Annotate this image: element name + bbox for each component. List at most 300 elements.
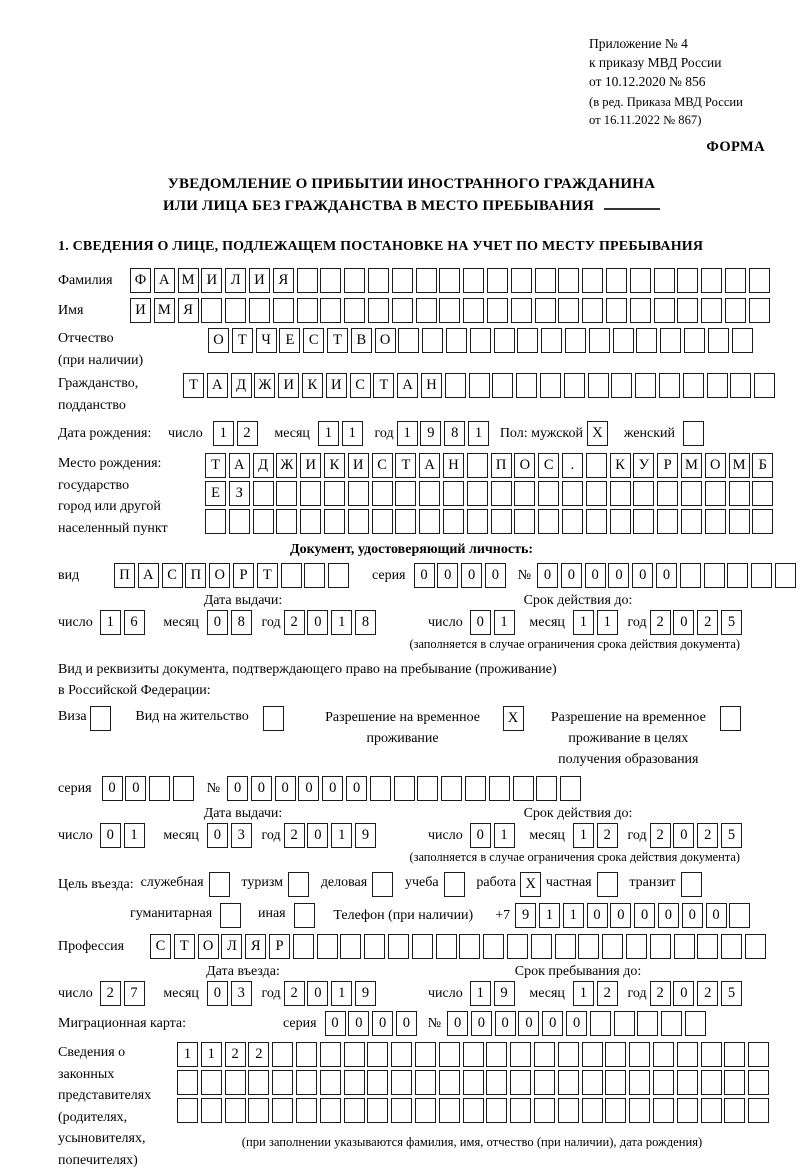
char-box[interactable]: 9 [355,981,376,1006]
char-box[interactable] [562,509,583,534]
char-box[interactable]: О [705,453,726,478]
res-valid-month-field[interactable] [573,823,621,848]
char-box[interactable]: О [514,453,535,478]
char-box[interactable] [730,373,751,398]
char-box[interactable] [220,903,241,928]
char-box[interactable]: Т [174,934,195,959]
char-box[interactable]: 6 [124,610,145,635]
char-box[interactable] [560,776,581,801]
char-box[interactable] [659,373,680,398]
char-box[interactable] [683,373,704,398]
birth-month-field[interactable] [318,421,366,446]
char-box[interactable] [391,1070,412,1095]
char-box[interactable]: И [326,373,347,398]
char-box[interactable] [276,481,297,506]
char-box[interactable]: Р [657,453,678,478]
char-box[interactable] [177,1070,198,1095]
doc-valid-year-field[interactable] [650,610,745,635]
char-box[interactable]: З [229,481,250,506]
char-box[interactable] [514,509,535,534]
char-box[interactable]: 0 [307,823,328,848]
char-box[interactable]: 2 [284,610,305,635]
char-box[interactable] [729,903,750,928]
char-box[interactable] [725,268,746,293]
char-box[interactable] [263,706,284,731]
char-box[interactable]: Ж [276,453,297,478]
char-box[interactable]: 1 [124,823,145,848]
char-box[interactable] [296,1098,317,1123]
char-box[interactable] [657,509,678,534]
char-box[interactable]: 0 [207,823,228,848]
birth-place-field-line3[interactable] [205,509,776,534]
char-box[interactable] [582,1070,603,1095]
char-box[interactable]: Ф [130,268,151,293]
char-box[interactable]: Н [443,453,464,478]
char-box[interactable]: Т [395,453,416,478]
entry-year-field[interactable] [284,981,379,1006]
doc-number-field[interactable] [537,563,799,588]
char-box[interactable] [589,328,610,353]
char-box[interactable] [320,298,341,323]
char-box[interactable]: 0 [673,823,694,848]
char-box[interactable] [681,481,702,506]
char-box[interactable]: 9 [515,903,536,928]
char-box[interactable]: 1 [573,981,594,1006]
char-box[interactable] [751,563,772,588]
char-box[interactable]: 0 [102,776,123,801]
char-box[interactable] [633,481,654,506]
char-box[interactable] [588,373,609,398]
char-box[interactable] [677,298,698,323]
char-box[interactable]: 1 [331,823,352,848]
char-box[interactable]: М [681,453,702,478]
char-box[interactable]: 0 [673,610,694,635]
char-box[interactable]: 3 [231,823,252,848]
purpose-study-checkbox[interactable] [444,872,468,897]
char-box[interactable] [606,298,627,323]
char-box[interactable] [701,1070,722,1095]
char-box[interactable] [590,1011,611,1036]
char-box[interactable] [701,1042,722,1067]
given-name-field[interactable] [130,298,773,323]
char-box[interactable] [684,328,705,353]
char-box[interactable] [300,481,321,506]
char-box[interactable] [344,1042,365,1067]
char-box[interactable] [511,268,532,293]
char-box[interactable]: Я [178,298,199,323]
char-box[interactable]: 0 [656,563,677,588]
char-box[interactable] [674,934,695,959]
char-box[interactable] [586,453,607,478]
char-box[interactable] [177,1098,198,1123]
char-box[interactable]: 1 [494,610,515,635]
char-box[interactable]: Д [231,373,252,398]
char-box[interactable] [605,1098,626,1123]
purpose-other-checkbox[interactable] [294,903,318,928]
char-box[interactable]: Л [221,934,242,959]
char-box[interactable] [535,298,556,323]
char-box[interactable]: 0 [251,776,272,801]
char-box[interactable]: К [610,453,631,478]
patronymic-field[interactable] [208,328,755,353]
char-box[interactable] [605,1042,626,1067]
char-box[interactable]: Р [269,934,290,959]
char-box[interactable] [582,1042,603,1067]
char-box[interactable] [661,1011,682,1036]
char-box[interactable]: 1 [201,1042,222,1067]
char-box[interactable] [391,1042,412,1067]
char-box[interactable] [225,1098,246,1123]
char-box[interactable] [582,268,603,293]
sex-female-checkbox[interactable] [683,421,707,446]
char-box[interactable]: С [162,563,183,588]
legal-reps-field-line2[interactable] [177,1070,772,1095]
char-box[interactable] [368,298,389,323]
char-box[interactable] [465,776,486,801]
char-box[interactable]: Т [183,373,204,398]
char-box[interactable] [288,872,309,897]
char-box[interactable] [555,934,576,959]
char-box[interactable] [415,1098,436,1123]
char-box[interactable] [209,872,230,897]
char-box[interactable] [320,1042,341,1067]
char-box[interactable]: 0 [227,776,248,801]
char-box[interactable] [513,776,534,801]
profession-field[interactable] [150,934,769,959]
char-box[interactable] [417,776,438,801]
char-box[interactable] [348,481,369,506]
char-box[interactable] [367,1042,388,1067]
char-box[interactable]: И [278,373,299,398]
char-box[interactable]: М [729,453,750,478]
entry-day-field[interactable] [100,981,148,1006]
char-box[interactable] [459,934,480,959]
char-box[interactable]: И [300,453,321,478]
char-box[interactable]: Я [273,268,294,293]
char-box[interactable]: С [538,453,559,478]
char-box[interactable] [727,563,748,588]
char-box[interactable] [467,481,488,506]
temp-residence-checkbox[interactable] [503,706,527,731]
char-box[interactable]: А [207,373,228,398]
char-box[interactable] [558,1098,579,1123]
char-box[interactable]: 5 [721,823,742,848]
char-box[interactable]: 0 [372,1011,393,1036]
char-box[interactable] [705,509,726,534]
char-box[interactable] [272,1070,293,1095]
char-box[interactable] [510,1070,531,1095]
char-box[interactable] [439,268,460,293]
char-box[interactable] [317,934,338,959]
res-issue-day-field[interactable] [100,823,148,848]
purpose-work-checkbox[interactable] [520,872,544,897]
char-box[interactable] [748,1098,769,1123]
char-box[interactable]: П [114,563,135,588]
char-box[interactable] [467,453,488,478]
char-box[interactable]: 2 [237,421,258,446]
char-box[interactable] [535,268,556,293]
char-box[interactable] [344,1098,365,1123]
char-box[interactable] [370,776,391,801]
char-box[interactable]: В [351,328,372,353]
char-box[interactable] [320,1098,341,1123]
char-box[interactable]: А [397,373,418,398]
char-box[interactable]: 0 [610,903,631,928]
char-box[interactable] [536,776,557,801]
char-box[interactable] [685,1011,706,1036]
char-box[interactable] [745,934,766,959]
char-box[interactable]: 0 [207,981,228,1006]
char-box[interactable] [201,1098,222,1123]
char-box[interactable]: X [587,421,608,446]
char-box[interactable] [653,1042,674,1067]
char-box[interactable] [707,373,728,398]
char-box[interactable] [253,481,274,506]
char-box[interactable] [249,298,270,323]
char-box[interactable]: . [562,453,583,478]
stay-year-field[interactable] [650,981,745,1006]
char-box[interactable] [578,934,599,959]
char-box[interactable] [602,934,623,959]
char-box[interactable] [276,509,297,534]
char-box[interactable]: 0 [485,563,506,588]
citizenship-field[interactable] [183,373,778,398]
char-box[interactable]: П [491,453,512,478]
char-box[interactable] [683,421,704,446]
char-box[interactable] [538,481,559,506]
char-box[interactable] [660,328,681,353]
char-box[interactable] [582,1098,603,1123]
temp-residence-edu-checkbox[interactable] [720,706,744,731]
char-box[interactable] [749,268,770,293]
entry-month-field[interactable] [207,981,255,1006]
char-box[interactable] [586,509,607,534]
char-box[interactable] [367,1098,388,1123]
char-box[interactable] [677,1098,698,1123]
char-box[interactable]: И [249,268,270,293]
char-box[interactable] [720,706,741,731]
char-box[interactable] [534,1070,555,1095]
char-box[interactable] [272,1098,293,1123]
char-box[interactable] [443,481,464,506]
char-box[interactable] [491,509,512,534]
residence-permit-checkbox[interactable] [263,706,287,731]
char-box[interactable] [510,1042,531,1067]
char-box[interactable] [439,1098,460,1123]
char-box[interactable]: 9 [420,421,441,446]
char-box[interactable] [558,1070,579,1095]
char-box[interactable] [467,509,488,534]
stay-month-field[interactable] [573,981,621,1006]
char-box[interactable] [654,268,675,293]
char-box[interactable] [540,373,561,398]
char-box[interactable] [445,373,466,398]
char-box[interactable]: 1 [397,421,418,446]
char-box[interactable]: 0 [461,563,482,588]
char-box[interactable] [388,934,409,959]
phone-field[interactable] [515,903,753,928]
char-box[interactable] [629,1070,650,1095]
char-box[interactable] [586,481,607,506]
char-box[interactable] [653,1070,674,1095]
legal-reps-field-line3[interactable] [177,1098,772,1123]
char-box[interactable] [446,328,467,353]
purpose-private-checkbox[interactable] [597,872,621,897]
char-box[interactable]: 0 [634,903,655,928]
char-box[interactable] [392,298,413,323]
char-box[interactable] [412,934,433,959]
purpose-tourism-checkbox[interactable] [288,872,312,897]
char-box[interactable]: X [503,706,524,731]
char-box[interactable] [541,328,562,353]
char-box[interactable] [272,1042,293,1067]
char-box[interactable] [463,298,484,323]
char-box[interactable] [637,1011,658,1036]
char-box[interactable] [517,328,538,353]
char-box[interactable] [614,1011,635,1036]
res-valid-day-field[interactable] [470,823,518,848]
purpose-transit-checkbox[interactable] [681,872,705,897]
char-box[interactable] [483,934,504,959]
char-box[interactable] [708,328,729,353]
res-number-field[interactable] [227,776,584,801]
doc-issue-day-field[interactable] [100,610,148,635]
char-box[interactable] [749,298,770,323]
char-box[interactable]: 0 [322,776,343,801]
char-box[interactable] [629,1098,650,1123]
char-box[interactable] [248,1098,269,1123]
char-box[interactable]: Т [232,328,253,353]
char-box[interactable]: А [419,453,440,478]
char-box[interactable] [677,1070,698,1095]
char-box[interactable]: 0 [298,776,319,801]
char-box[interactable] [724,1070,745,1095]
char-box[interactable] [367,1070,388,1095]
char-box[interactable] [538,509,559,534]
char-box[interactable]: А [154,268,175,293]
char-box[interactable]: 0 [125,776,146,801]
char-box[interactable]: К [324,453,345,478]
char-box[interactable]: 0 [470,823,491,848]
res-issue-year-field[interactable] [284,823,379,848]
doc-series-field[interactable] [414,563,509,588]
char-box[interactable] [630,298,651,323]
char-box[interactable]: 0 [325,1011,346,1036]
char-box[interactable]: 7 [124,981,145,1006]
char-box[interactable]: 1 [563,903,584,928]
char-box[interactable] [395,509,416,534]
char-box[interactable]: О [208,328,229,353]
char-box[interactable]: 0 [537,563,558,588]
res-series-field[interactable] [102,776,197,801]
char-box[interactable]: 2 [697,823,718,848]
stay-day-field[interactable] [470,981,518,1006]
char-box[interactable]: Н [421,373,442,398]
char-box[interactable]: 0 [207,610,228,635]
char-box[interactable] [293,934,314,959]
char-box[interactable] [419,481,440,506]
char-box[interactable]: 0 [100,823,121,848]
char-box[interactable] [748,1042,769,1067]
char-box[interactable] [629,1042,650,1067]
char-box[interactable] [419,509,440,534]
char-box[interactable]: 0 [542,1011,563,1036]
char-box[interactable]: И [201,268,222,293]
char-box[interactable]: 1 [539,903,560,928]
char-box[interactable] [229,509,250,534]
char-box[interactable] [201,298,222,323]
char-box[interactable]: 0 [658,903,679,928]
char-box[interactable]: 2 [697,610,718,635]
char-box[interactable] [422,328,443,353]
char-box[interactable] [725,298,746,323]
char-box[interactable]: П [185,563,206,588]
res-issue-month-field[interactable] [207,823,255,848]
char-box[interactable]: 2 [248,1042,269,1067]
char-box[interactable]: О [209,563,230,588]
char-box[interactable] [281,563,302,588]
char-box[interactable]: 1 [100,610,121,635]
char-box[interactable] [633,509,654,534]
char-box[interactable] [558,1042,579,1067]
char-box[interactable]: 1 [494,823,515,848]
char-box[interactable] [391,1098,412,1123]
char-box[interactable]: 1 [177,1042,198,1067]
char-box[interactable] [486,1098,507,1123]
purpose-business-checkbox[interactable] [372,872,396,897]
char-box[interactable] [416,268,437,293]
char-box[interactable] [415,1042,436,1067]
char-box[interactable] [654,298,675,323]
char-box[interactable] [348,509,369,534]
char-box[interactable]: 1 [597,610,618,635]
char-box[interactable] [492,373,513,398]
char-box[interactable]: 1 [573,823,594,848]
char-box[interactable]: А [138,563,159,588]
char-box[interactable] [443,509,464,534]
char-box[interactable] [439,298,460,323]
char-box[interactable]: 0 [437,563,458,588]
char-box[interactable]: Л [225,268,246,293]
char-box[interactable]: 2 [100,981,121,1006]
res-valid-year-field[interactable] [650,823,745,848]
char-box[interactable]: 2 [225,1042,246,1067]
char-box[interactable]: М [154,298,175,323]
char-box[interactable] [304,563,325,588]
char-box[interactable] [732,328,753,353]
char-box[interactable]: А [229,453,250,478]
char-box[interactable] [752,481,773,506]
char-box[interactable]: 0 [632,563,653,588]
doc-issue-month-field[interactable] [207,610,255,635]
char-box[interactable] [225,1070,246,1095]
char-box[interactable] [253,509,274,534]
char-box[interactable]: 9 [355,823,376,848]
char-box[interactable]: 2 [597,981,618,1006]
birth-place-field-line1[interactable] [205,453,776,478]
char-box[interactable]: 0 [307,610,328,635]
char-box[interactable]: 1 [342,421,363,446]
purpose-official-checkbox[interactable] [209,872,233,897]
doc-valid-day-field[interactable] [470,610,518,635]
char-box[interactable] [635,373,656,398]
char-box[interactable]: 0 [561,563,582,588]
surname-field[interactable] [130,268,773,293]
char-box[interactable] [489,776,510,801]
char-box[interactable]: 0 [673,981,694,1006]
char-box[interactable] [201,1070,222,1095]
char-box[interactable]: 2 [650,610,671,635]
